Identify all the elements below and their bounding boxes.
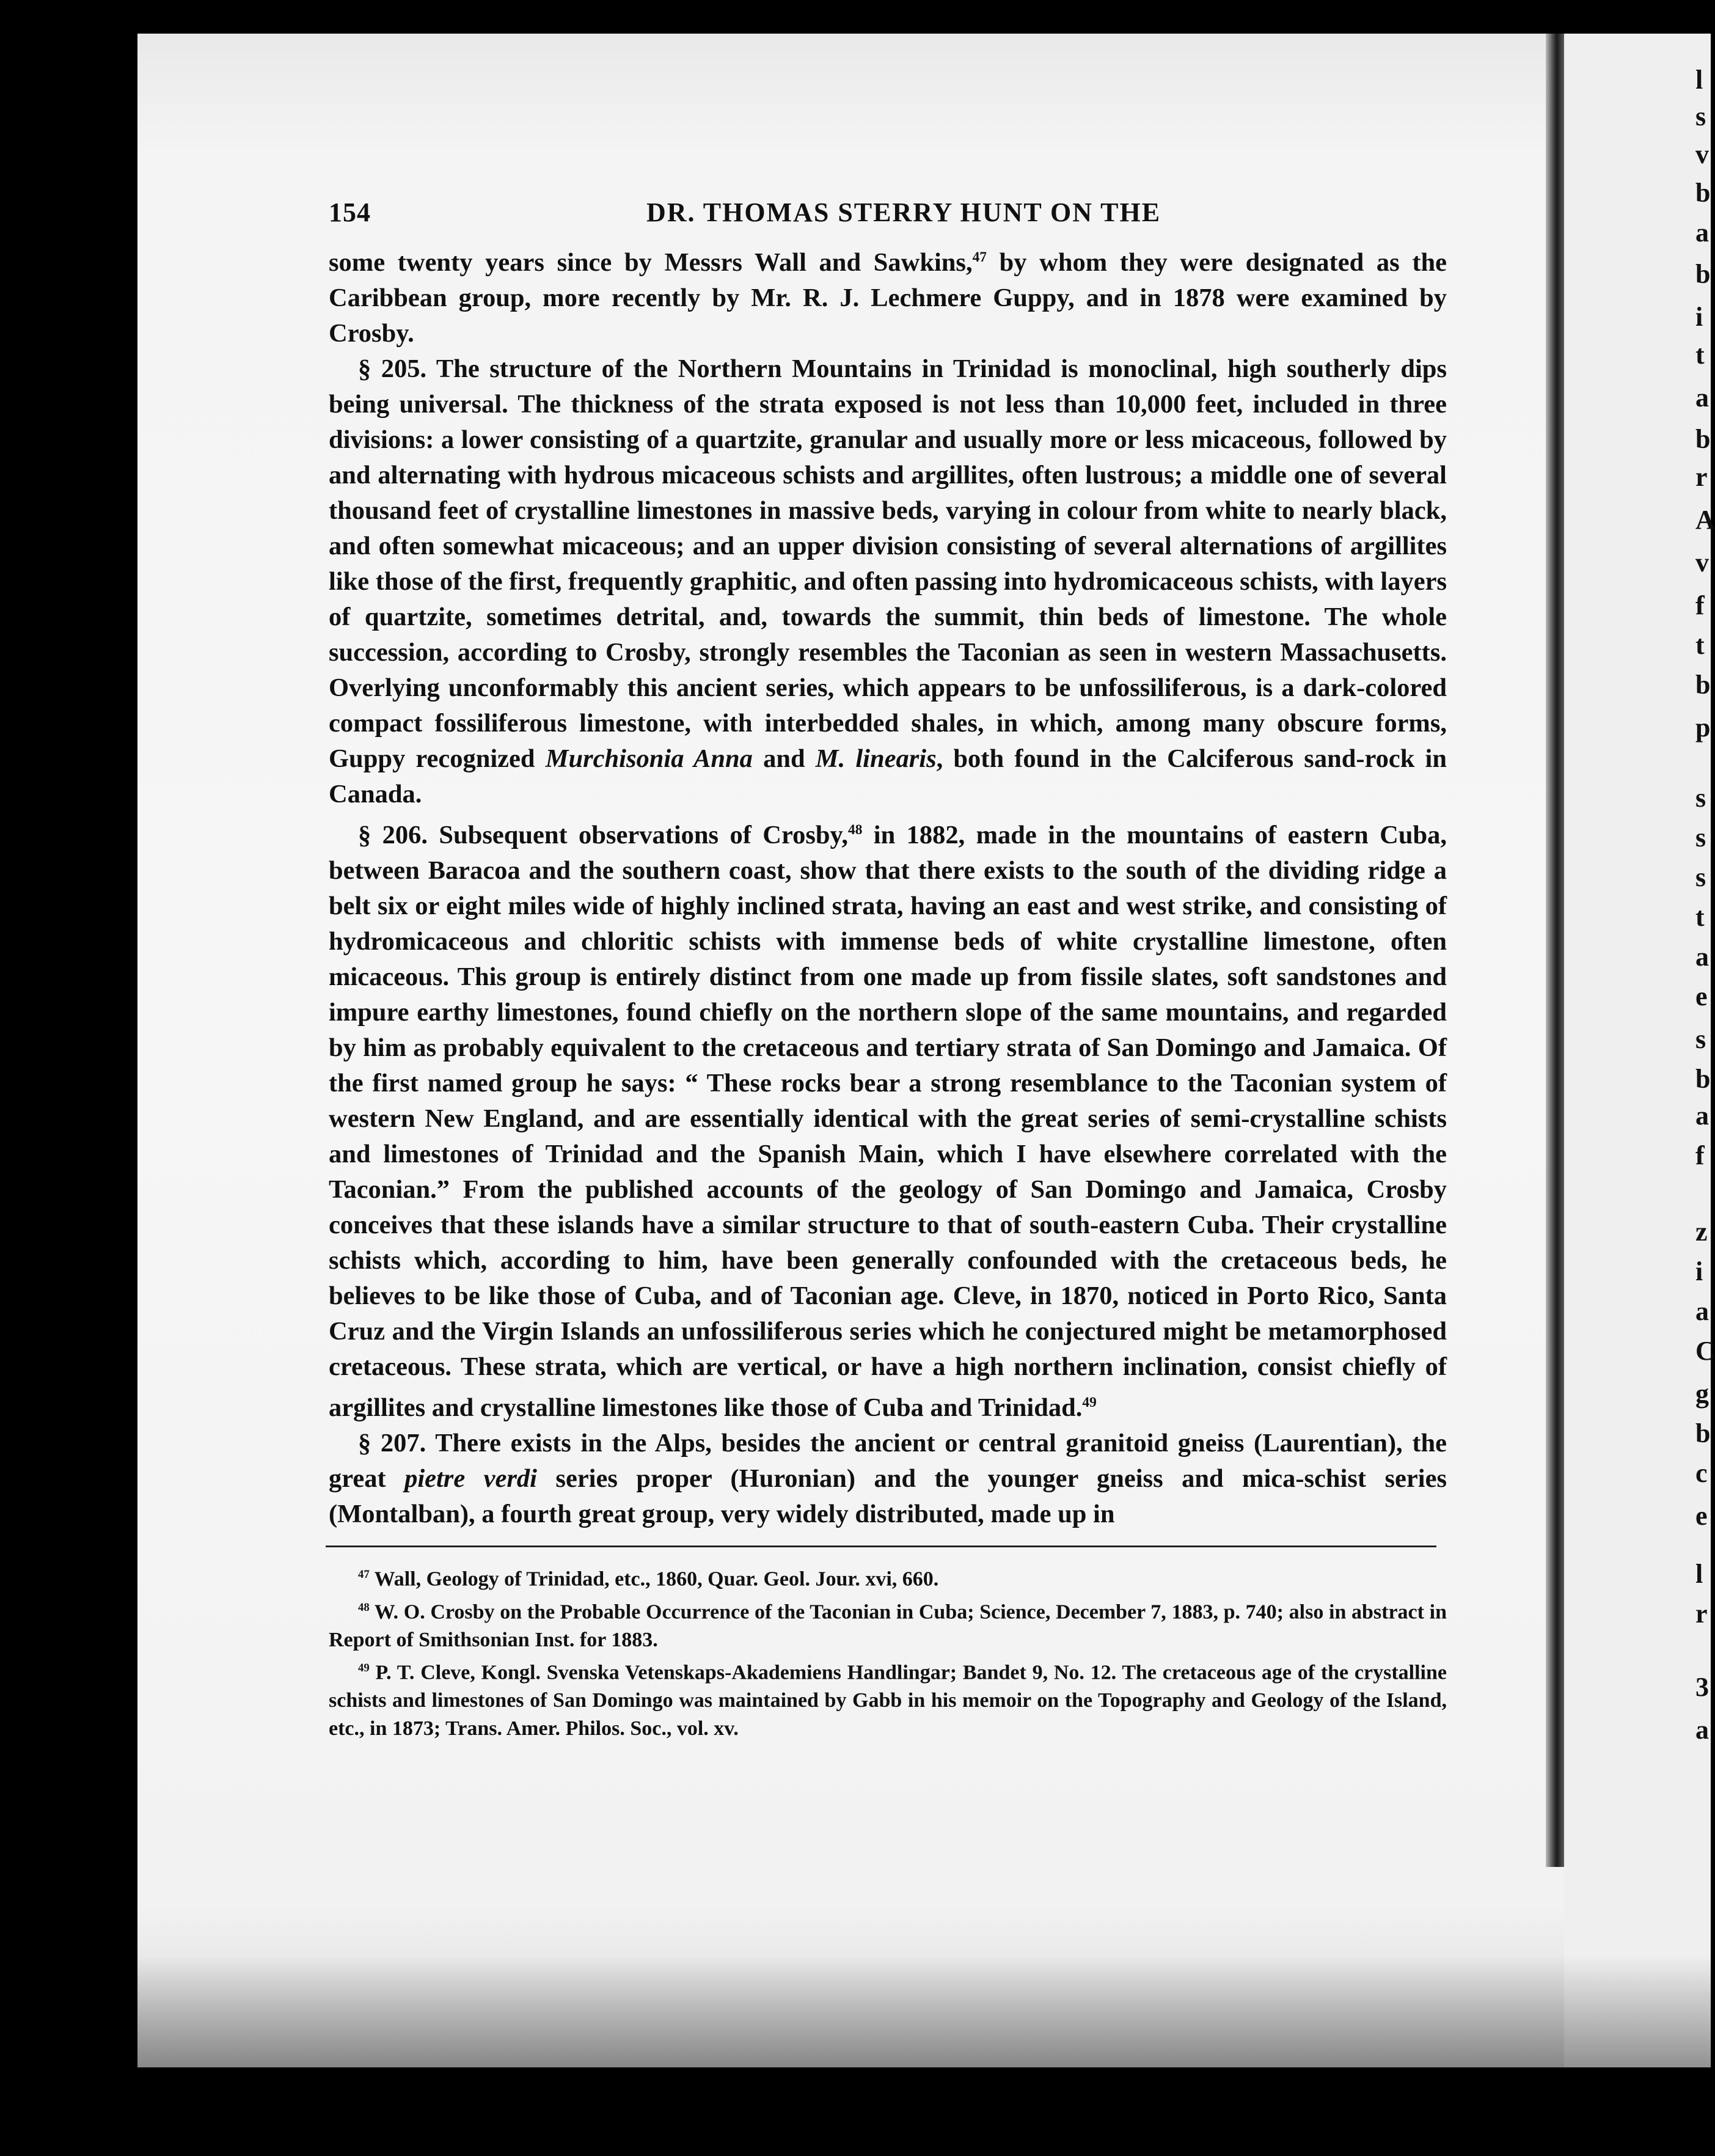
facing-page-fragment: a: [1695, 218, 1709, 248]
footnote-rule: [326, 1546, 1436, 1547]
facing-page-fragment: s: [1695, 823, 1706, 853]
facing-page-fragment: z: [1695, 1217, 1708, 1247]
facing-page-fragment: 3: [1695, 1672, 1709, 1702]
text-run: P. T. Cleve, Kongl. Svenska Vetenskaps-Akademiens Handlingar; Bandet 9, No. 12. The cretaceous age of the crystalline schists and limestones of San Domingo was maintained by Gabb in his memoir on the Topography and Geology of the Island, etc., in 1873; Trans. Amer. Philos. Soc., vol. xv.: [329, 1661, 1447, 1740]
text-run: § 206. Subsequent observations of Crosby,: [358, 821, 849, 850]
text-run: some twenty years since by Messrs Wall and Sawkins,: [329, 248, 973, 277]
facing-page-fragment: v: [1695, 548, 1709, 578]
paragraph: [329, 1426, 1447, 1532]
footnote: [329, 1654, 1447, 1743]
facing-page-fragment: a: [1695, 1296, 1709, 1326]
facing-page-fragment: C: [1695, 1336, 1715, 1366]
facing-page-fragment: v: [1695, 139, 1709, 169]
footnote-marker: 48: [358, 1601, 370, 1614]
facing-page-fragment: b: [1695, 424, 1711, 454]
facing-page-fragment: s: [1695, 1024, 1706, 1054]
scan-shadow: [137, 1956, 1711, 2067]
book-gutter: [1546, 34, 1564, 1867]
book-page: [329, 197, 1447, 1743]
facing-page-fragment: a: [1695, 1715, 1709, 1745]
text-run: § 207. There exists in the Alps, besides the ancient or central granitoid gneiss (Laurentian), the great: [329, 1429, 1447, 1494]
facing-page-edge: [1564, 34, 1715, 2067]
paragraph: [329, 351, 1447, 812]
facing-page-fragment: f: [1695, 1140, 1705, 1170]
text-run: § 205. The structure of the Northern Mountains in Trinidad is monoclinal, high southerly dips being universal. The thickness of the strata exposed is not less than 10,000 feet, included in three divisions: a lower consisting of a quartzite, granular and usually more or less micaceous, followed by and alternating with hydrous micaceous schists and argillites, often lustrous; a middle one of several thousand feet of crystalline limestones in massive beds, varying in colour from white to nearly black, and often somewhat micaceous; and an upper division consisting of several alternations of argillites like those of the first, frequently graphitic, and often passing into hydromicaceous schists, with layers of quartzite, sometimes detrital, and, towards the summit, thin beds of limestone. The whole succession, according to Crosby, strongly resembles the Taconian as seen in western Massachusetts. Overlying unconformably this ancient series, which appears to be unfossiliferous, is a dark-colored compact fossiliferous limestone, with interbedded shales, in which, among many obscure forms, Guppy recognized: [329, 354, 1447, 774]
facing-page-fragment: e: [1695, 981, 1708, 1011]
facing-page-fragment: c: [1695, 1458, 1708, 1488]
running-head: DR. THOMAS STERRY HUNT ON THE: [646, 197, 1161, 227]
facing-page-fragment: p: [1695, 713, 1711, 743]
facing-page-fragment: b: [1695, 1064, 1711, 1094]
footnotes: [329, 1561, 1447, 1743]
facing-page-fragment: a: [1695, 383, 1709, 413]
facing-page-fragment: a: [1695, 942, 1709, 972]
footnote: [329, 1561, 1447, 1593]
text-run: Wall, Geology of Trinidad, etc., 1860, Quar. Geol. Jour. xvi, 660.: [369, 1568, 939, 1591]
facing-page-fragment: t: [1695, 340, 1705, 370]
text-run: by whom they were designated as the Caribbean group, more recently by Mr. R. J. Lechmere Guppy, and in 1878 were examined by Crosby.: [329, 248, 1447, 348]
footnote-marker: 48: [848, 822, 863, 838]
page-header: [329, 197, 1447, 240]
facing-page-fragment: f: [1695, 590, 1705, 620]
facing-page-fragment: s: [1695, 862, 1706, 892]
text-run: and: [752, 744, 816, 774]
page-number: 154: [329, 197, 371, 227]
facing-page-fragment: s: [1695, 101, 1706, 131]
italic-text: Murchisonia Anna: [545, 744, 753, 774]
italic-text: M. linearis: [815, 744, 937, 774]
facing-page-fragment: b: [1695, 178, 1711, 208]
facing-page-fragment: b: [1695, 259, 1711, 289]
facing-page-fragment: b: [1695, 670, 1711, 700]
body-text: [329, 240, 1447, 1532]
facing-page-fragment: A: [1695, 505, 1715, 535]
facing-page-fragment: t: [1695, 902, 1705, 932]
facing-page-fragment: g: [1695, 1379, 1709, 1409]
italic-text: pietre verdi: [404, 1464, 537, 1494]
paragraph: [329, 812, 1447, 1426]
facing-page-fragment: a: [1695, 1101, 1709, 1131]
text-run: , both found in the Calciferous sand-rock in Canada.: [329, 744, 1447, 809]
facing-page-fragment: b: [1695, 1418, 1711, 1448]
facing-page-fragment: s: [1695, 783, 1706, 813]
facing-page-fragment: i: [1695, 1256, 1703, 1286]
footnote: [329, 1594, 1447, 1654]
footnote-marker: 47: [972, 249, 987, 265]
paragraph: [329, 240, 1447, 351]
text-run: W. O. Crosby on the Probable Occurrence of the Taconian in Cuba; Science, December 7, 1883, p. 740; also in abstract in Report of Smithsonian Inst. for 1883.: [329, 1601, 1447, 1652]
facing-page-fragment: l: [1695, 65, 1703, 95]
text-run: in 1882, made in the mountains of eastern Cuba, between Baracoa and the southern coast, show that there exists to the south of the dividing ridge a belt six or eight miles wide of highly inclined strata, having an east and west strike, and consisting of hydromicaceous and chloritic schists with immense beds of white crystalline limestone, often micaceous. This group is entirely distinct from one made up from fissile slates, soft sandstones and impure earthy limestones, found chiefly on the northern slope of the same mountains, and regarded by him as probably equivalent to the cretaceous and tertiary strata of San Domingo and Jamaica. Of the first named group he says: “ These rocks bear a strong resemblance to the Taconian system of western New England, and are essentially identical with the great series of semi-crystalline schists and limestones of Trinidad and the Spanish Main, which I have elsewhere correlated with the Taconian.” From the published accounts of the geology of San Domingo and Jamaica, Crosby conceives that these islands have a similar structure to that of south-eastern Cuba. Their crystalline schists which, according to him, have been generally confounded with the cretaceous beds, he believes to be like those of Cuba, and of Taconian age. Cleve, in 1870, noticed in Porto Rico, Santa Cruz and the Virgin Islands an unfossiliferous series which he conjectured might be metamorphosed cretaceous. These strata, which are vertical, or have a high northern inclination, consist chiefly of argillites and crystalline limestones like those of Cuba and Trinidad.: [329, 821, 1447, 1423]
facing-page-fragment: t: [1695, 630, 1705, 660]
facing-page-fragment: l: [1695, 1559, 1703, 1589]
text-run: series proper (Huronian) and the younger gneiss and mica-schist series (Montalban), a fourth great group, very widely distributed, made up in: [329, 1464, 1447, 1529]
footnote-marker: 47: [358, 1568, 370, 1582]
facing-page-fragment: r: [1695, 1599, 1708, 1629]
facing-page-fragment: e: [1695, 1501, 1708, 1531]
footnote-marker: 49: [1082, 1395, 1097, 1411]
facing-page-fragment: r: [1695, 462, 1708, 492]
footnote-marker: 49: [358, 1662, 370, 1675]
facing-page-fragment: i: [1695, 302, 1703, 332]
